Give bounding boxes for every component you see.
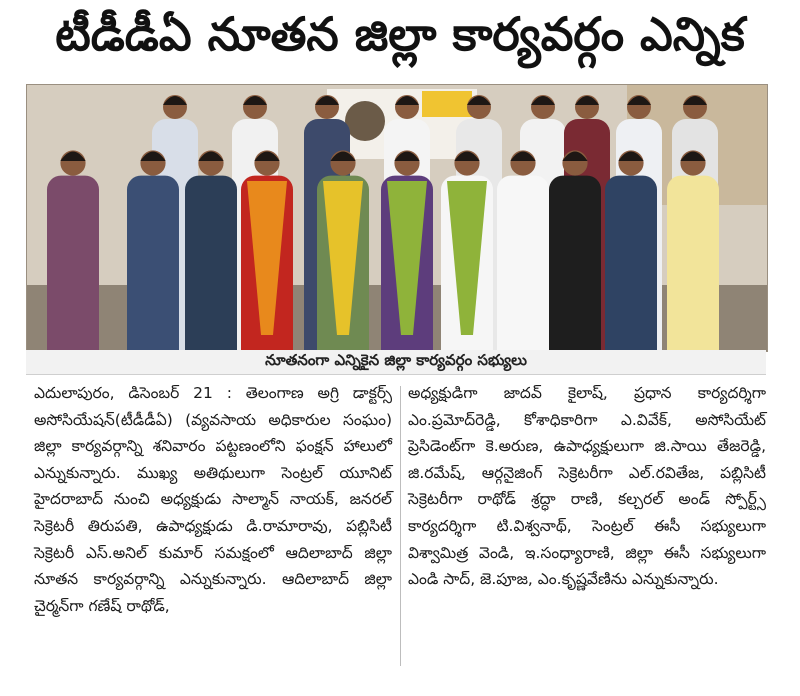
person-body (497, 176, 549, 351)
person-body (185, 176, 237, 351)
person-body (549, 176, 601, 351)
photo-caption: నూతనంగా ఎన్నికైన జిల్లా కార్యవర్గం సభ్యులు (26, 350, 766, 375)
portrait-frame (345, 101, 385, 141)
article-column-right: అధ్యక్షుడిగా జాదవ్ కైలాష్, ప్రధాన కార్యదర్శిగా ఎం.ప్రమోద్‌రెడ్డి, కోశాధికారిగా ఎ.వివేక్, అసోసియేట్ ప్రెసిడెంట్‌గా కె.అరుణ, ఉపాధ్యక్షులుగా జి.సాయి తేజరెడ్డి, జి.రమేష్, ఆర్గనైజింగ్ సెక్రెటరీగా ఎల్.రవితేజ, పబ్లిసిటీ సెక్రెటరీగా రాథోడ్ శ్రద్ధా రాణి, కల్చరల్ అండ్ స్పోర్ట్స్ కార్యదర్శిగా టి.విశ్వనాథ్, సెంట్రల్ ఈసీ సభ్యులుగా విశ్వామిత్ర వెండి, ఇ.సంధ్యారాణి, జిల్లా ఈసీ సభ్యులుగా ఎండి సాద్, జె.పూజ, ఎం.కృష్ణవేణిను ఎన్నుకున్నారు. (408, 384, 766, 589)
person-body (127, 176, 179, 351)
article-column-left: ఎదులాపురం, డిసెంబర్ 21 : తెలంగాణ అగ్రి డాక్టర్స్ అసోసియేషన్(టీడీడీఏ) (వ్యవసాయ అధికారుల సంఘం) జిల్లా కార్యవర్గాన్ని శనివారం పట్టణంలోని ఫంక్షన్ హాలులో ఎన్నుకున్నారు. ముఖ్య అతిథులుగా సెంట్రల్ యూనిట్ హైదరాబాద్ నుంచి అధ్యక్షుడు సాల్మాన్ నాయక్, జనరల్ సెక్రెటరీ తిరుపతి, ఉపాధ్యక్షుడు డి.రామారావు, పబ్లిసిటీ సెక్రెటరీ ఎస్.అనిల్ కుమార్ సమక్షంలో ఆదిలాబాద్ జిల్లా నూతన కార్యవర్గాన్ని ఎన్నుకున్నారు. ఆదిలాబాద్ జిల్లా చైర్మన్‌గా గణేష్ రాథోడ్, (34, 384, 392, 615)
group-photo-illustration (27, 85, 767, 351)
group-photo (26, 84, 768, 352)
column-divider (400, 386, 401, 666)
person-body (667, 176, 719, 351)
photo-banner-accent (422, 91, 472, 117)
headline: టీడీడీఏ నూతన జిల్లా కార్యవర్గం ఎన్నిక (55, 7, 745, 61)
person-body (47, 176, 99, 351)
person-body (605, 176, 657, 351)
article-body (26, 380, 766, 680)
